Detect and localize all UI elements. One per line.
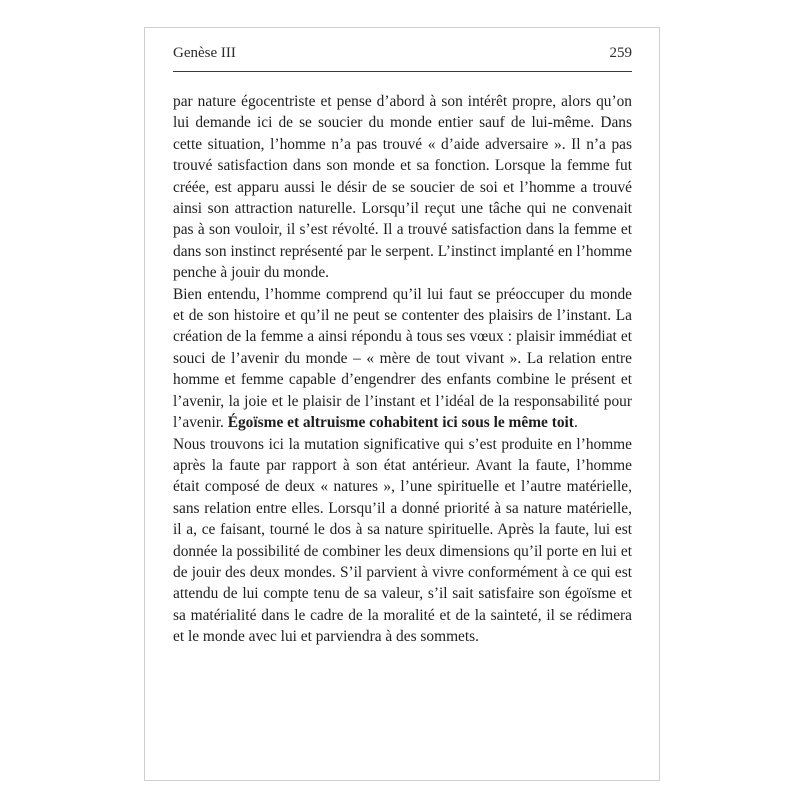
paragraph-1: par nature égocentriste et pense d’abord à son intérêt propre, alors qu’on lui demande ici de se soucier du monde entier sauf de lui-même. Dans cette situation, l’homme n’a pas trouvé « d’aide adversaire ». Il n’a pas trouvé satisfaction dans son monde et sa fonction. Lorsque la femme fut créée, est apparu aussi le désir de se soucier de soi et l’homme a trouvé ainsi son attraction naturelle. Lorsqu’il reçut une tâche qui ne convenait pas à son vouloir, il s’est révolté. Il a trouvé satisfaction dans la femme et dans son instinct représenté par le serpent. L’instinct implanté en l’homme penche à jouir du monde. <box>173 93 632 282</box>
header-rule <box>173 71 632 72</box>
paragraph-2-tail: . <box>573 414 578 432</box>
page-number: 259 <box>609 45 632 61</box>
paragraph-2 <box>173 284 632 434</box>
book-page <box>144 27 660 781</box>
paragraph-2-bold-statement: Égoïsme et altruisme cohabitent ici sous le même toit <box>227 414 574 432</box>
running-header <box>173 45 632 62</box>
chapter-roman-numeral: III <box>220 45 236 61</box>
paragraph-3: Nous trouvons ici la mutation significative qui s’est produite en l’homme après la faute par rapport à son état antérieur. Avant la faute, l’homme était composé de deux « natures », l’une spirituelle et l’autre matérielle, sans relation entre elles. Lorsqu’il a donné priorité à sa nature matérielle, il a, ce faisant, tourné le dos à sa nature spirituelle. Après la faute, lui est donnée la possibilité de combiner les deux dimensions qu’il porte en lui et de jouir des deux mondes. S’il parvient à vivre conformément à ce qui est attendu de lui compte tenu de sa valeur, s’il sait satisfaire son égoïsme et sa matérialité dans le cadre de la moralité et de la sainteté, il se rédimera et le monde avec lui et parviendra à des sommets. <box>173 435 632 646</box>
paragraph-2-text: Bien entendu, l’homme comprend qu’il lui faut se préoccuper du monde et de son histoire et qu’il ne peut se contenter des plaisirs de l’instant. La création de la femme a ainsi répondu à tous ses vœux : plaisir immédiat et souci de l’avenir du monde – « mère de tout vivant ». La relation entre homme et femme capable d’engendrer des enfants combine le présent et l’avenir, la joie et le plaisir de l’instant et l’idéal de la responsabilité pour l’avenir. <box>173 285 632 432</box>
running-title: Genèse III <box>173 45 236 61</box>
body-text <box>173 91 632 648</box>
